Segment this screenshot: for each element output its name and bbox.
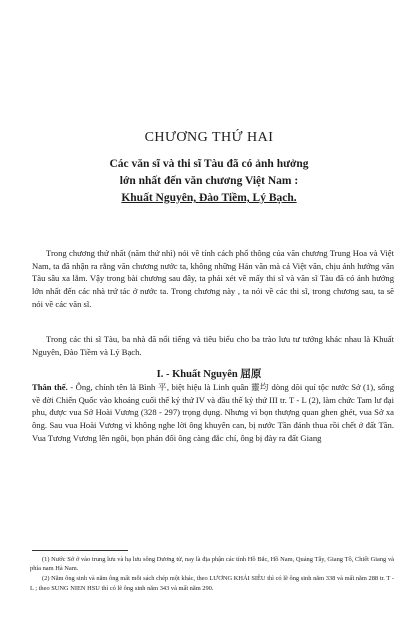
subtitle-line-2: lớn nhất đến văn chương Việt Nam :: [119, 175, 299, 187]
footnotes: [30, 555, 394, 594]
subtitle-line-1: Các văn sĩ và thi sĩ Tàu đã có ảnh hưởng: [109, 158, 309, 170]
chapter-title: CHƯƠNG THỨ HAI: [144, 130, 274, 145]
footnote-divider: [32, 550, 128, 551]
footnote-2: (2) Năm ông sinh và năm ông mất mỗi sách chép một khác, theo LƯƠNG KHẢI SIÊU thì có lẽ ông sinh năm 338 và mất năm 288 tr. T - L ; theo SUNG NIEN HSU thì có lẽ ông sinh năm 343 và mất năm 290.: [30, 575, 394, 592]
chapter-subtitle: [40, 156, 378, 207]
biography-lead: Thân thế.: [32, 382, 68, 392]
section-heading: I. - Khuất Nguyên 屈原: [156, 369, 262, 380]
biography-text: - Ông, chính tên là Bình 平, biệt hiệu là Linh quân 靈均 dòng dõi quí tộc nước Sở (1), sống về đời Chiến Quốc vào khoảng cuối thế kỷ thứ IV và đầu thế kỷ thứ III tr. T - L (2), làm chức Tam lư đại phu, được vua Sở Hoài Vương (328 - 297) trọng dụng. Nhưng vì bọn thượng quan ghen ghét, vua Sở xa ông. Sau vua Hoài Vương vì không nghe lời ông khuyên can, bị nước Tần đánh thua rồi chết ở đất Tần. Vua Tương Vương lên ngôi, bọn phản đối ông càng đắc chí, ông bị đày ra đất Giang: [32, 382, 394, 443]
poets-paragraph: Trong các thi sĩ Tàu, ba nhà đã nổi tiếng và tiêu biểu cho ba trào lưu tư tưởng khác nhau là Khuất Nguyên, Đào Tiềm và Lý Bạch.: [32, 334, 394, 357]
intro-paragraph: Trong chương thứ nhất (năm thứ nhì) nói về tính cách phổ thông của văn chương Trung Hoa và Việt Nam, ta đã nhận ra rằng văn chương nước ta, không những Hán văn mà cả Việt văn, chịu ảnh hưởng văn Tàu sâu xa lắm. Vậy trong bài chương sau đây, ta phải xét về mấy thi sĩ và văn sĩ Tàu đã có ảnh hưởng lớn nhất đến các nhà trứ tác ở nước ta. Trong chương này , ta nói về các thi sĩ, trong chương sau, ta sẽ nói về các văn sĩ.: [32, 248, 394, 309]
subtitle-line-3: Khuất Nguyên, Đào Tiềm, Lý Bạch.: [121, 192, 297, 204]
footnote-1: (1) Nước Sở ở vào trung lưu và hạ lưu sông Dương tử, nay là địa phận các tỉnh Hồ Bắc, Hồ Nam, Quảng Tây, Giang Tô, Chiết Giang và phía nam Hà Nam.: [30, 556, 394, 573]
biography-paragraph: [32, 381, 394, 445]
